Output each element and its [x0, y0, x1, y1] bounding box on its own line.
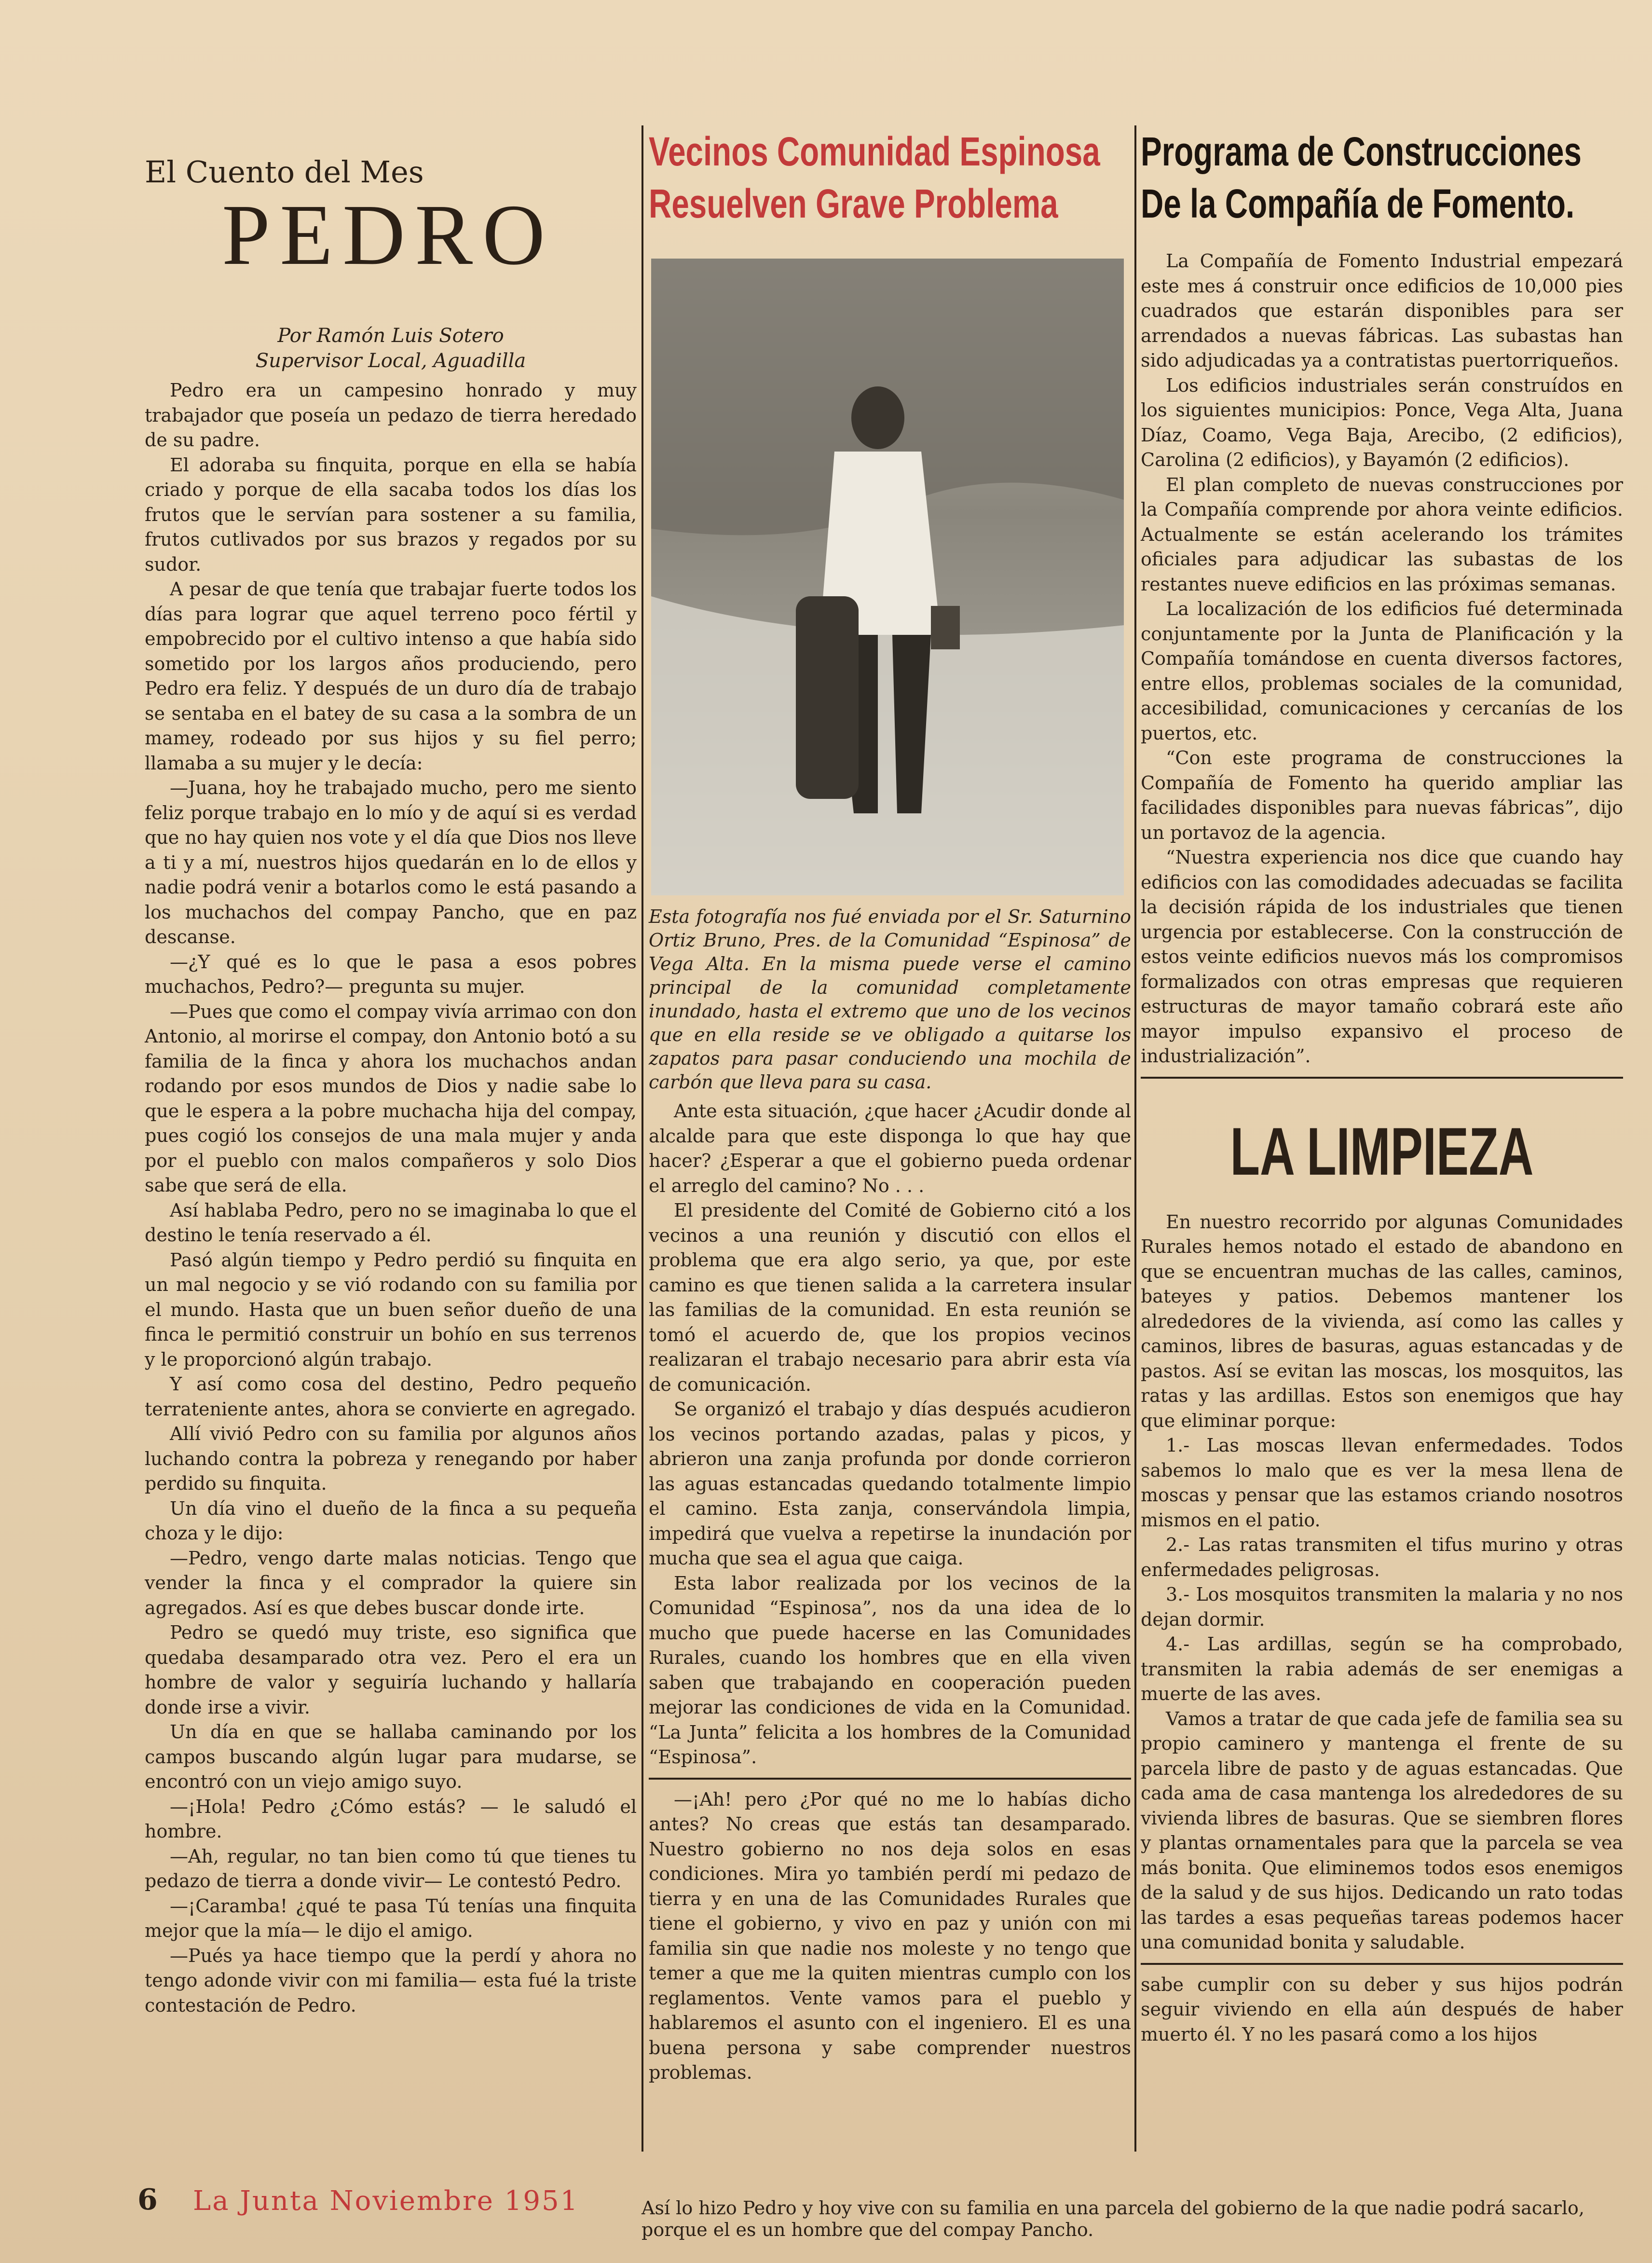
story-paragraph: —Pués ya hace tiempo que la perdí y ahora no tengo adonde vivir con mi familia— esta fué la triste contestación de Pedro. [145, 1945, 637, 2016]
story-kicker: El Cuento del Mes [145, 154, 424, 190]
fomento-headline-2: De la Compañía de Fomento. [1141, 181, 1575, 226]
section-divider [1141, 1077, 1623, 1079]
limpieza-paragraph: 2.- Las ratas transmiten el tifus murino y otras enfermedades peligrosas. [1141, 1534, 1623, 1580]
column-divider [642, 125, 643, 2152]
bottom-line-2: del compay Pancho. [909, 2219, 1094, 2240]
story-continuation-right: sabe cumplir con su deber y sus hijos podrán seguir viviendo en ella aún después de haber muerto él. Y no les pasará como a los hijos [1141, 1974, 1623, 2045]
limpieza-title: LA LIMPIEZA [1230, 1113, 1534, 1189]
story-paragraph: —Juana, hoy he trabajado mucho, pero me siento feliz porque trabajo en lo mío y de aquí si es verdad que no hay quien nos vote y el día que Dios nos lleve a ti y a mí, nuestros hijos quedarán en lo de ellos y nadie podrá venir a botarlos como le está pasando a los muchachos del compay Pancho, que en paz descanse. [145, 777, 637, 947]
story-paragraph: Pedro se quedó muy triste, eso significa que quedaba desamparado otra vez. Pero el era un hombre de valor y seguiría luchando y hallaría donde irse a vivir. [145, 1622, 637, 1718]
story-continuation: —¡Ah! pero ¿Por qué no me lo habías dicho antes? No creas que estás tan desamparado. Nuestro gobierno no nos deja solos en esas condiciones. Mira yo también perdí mi pedazo de tierra y en una de las Comunidades Rurales que tiene el gobierno, y vivo en paz y unión con mi familia sin que nadie nos moleste y no tengo que temer a que me la quiten mientras cumplo con los reglamentos. Vente vamos para el pueblo y hablaremos el asunto con el ingeniero. El es una buena persona y sabe comprender nuestros problemas. [649, 1788, 1131, 2083]
photo-illustration [651, 259, 1124, 895]
story-paragraph: Pedro era un campesino honrado y muy trabajador que poseía un pedazo de tierra heredado de su padre. [145, 380, 637, 451]
community-paragraph: Se organizó el trabajo y días después acudieron los vecinos portando azadas, palas y picos, y abrieron una zanja profunda por donde corrieron las aguas estancadas quedando totalmente limpio el camino. Esta zanja, conservándola limpia, impedirá que vuelva a repetirse la inundación por mucha que sea el agua que caiga. [649, 1399, 1131, 1569]
story-paragraph: —Pues que como el compay vivía arrimao con don Antonio, al morirse el compay, don Antonio botó a su familia de la finca y ahora los muchachos andan rodando por esos mundos de Dios y nadie sabe lo que le espera a la pobre muchacha hija del compay, pues cogió los consejos de una mala mujer y anda por el pueblo con malos compañeros y solo Dios sabe que será de ella. [145, 1001, 637, 1196]
limpieza-paragraph: Vamos a tratar de que cada jefe de familia sea su propio caminero y mantenga el frente de su parcela libre de pasto y de aguas estancadas. Que cada ama de casa mantenga los alrededores de su vivienda libres de basuras. Que se siembren flores y plantas ornamentales para que la parcela se vea más bonita. Que eliminemos todos esos enemigos de la salud y de sus hijos. Dedicando un rato todas las tardes a esas pequeñas tareas podemos hacer una comunidad bonita y saludable. [1141, 1708, 1623, 1953]
story-paragraph: Un día en que se hallaba caminando por los campos buscando algún lugar para mudarse, se encontró con un viejo amigo suyo. [145, 1721, 637, 1792]
bottom-continuation [642, 2197, 1630, 2241]
fomento-paragraph: La Compañía de Fomento Industrial empezará este mes á construir once edificios de 10,000 pies cuadrados que estarán disponibles para ser arrendados a nuevas fábricas. Las subastas han sido adjudicadas ya a contratistas puertorriqueños. [1141, 250, 1623, 371]
fomento-column [1141, 125, 1623, 2047]
story-paragraph: Allí vivió Pedro con su familia por algunos años luchando contra la pobreza y renegando por haber perdido su finquita. [145, 1423, 637, 1494]
story-title: PEDRO [222, 187, 555, 283]
community-paragraph: Ante esta situación, ¿que hacer ¿Acudir donde al alcalde para que este disponga lo que hay que hacer? ¿Esperar a que el gobierno pueda ordenar el arreglo del camino? No . . . [649, 1100, 1131, 1196]
story-paragraph: Y así como cosa del destino, Pedro pequeño terrateniente antes, ahora se convierte en agregado. [145, 1373, 637, 1420]
fomento-paragraph: Los edificios industriales serán construídos en los siguientes municipios: Ponce, Vega Alta, Juana Díaz, Coamo, Vega Baja, Arecibo, (2 edificios), Carolina (2 edificios), y Bayamón (2 edificios). [1141, 374, 1623, 470]
story-paragraph: A pesar de que tenía que trabajar fuerte todos los días para lograr que aquel terreno poco fértil y empobrecido por el cultivo intenso a que había sido sometido por los largos años produciendo, pero Pedro era feliz. Y después de un duro día de trabajo se sentaba en el batey de su casa a la sombra de un mamey, rodeado por sus hijos y su fiel perro; llamaba a su mujer y le decía: [145, 578, 637, 774]
story-paragraph: Un día vino el dueño de la finca a su pequeña choza y le dijo: [145, 1497, 637, 1544]
community-headline-1: Vecinos Comunidad Espinosa [649, 129, 1100, 174]
story-column [145, 125, 637, 2018]
byline-author: Por Ramón Luis Sotero [277, 325, 504, 347]
story-paragraph: —Pedro, vengo darte malas noticias. Tengo que vender la finca y el comprador la quiere sin agregados. Así es que debes buscar donde irte. [145, 1547, 637, 1618]
fomento-paragraph: El plan completo de nuevas construcciones por la Compañía comprende por ahora veinte edificios. Actualmente se están acelerando los trámites oficiales para adjudicar las subastas de los restantes nueve edificios en las próximas semanas. [1141, 474, 1623, 595]
footer-masthead: La Junta Noviembre 1951 [193, 2185, 579, 2217]
section-divider [1141, 1963, 1623, 1965]
story-paragraph: —Ah, regular, no tan bien como tú que tienes tu pedazo de tierra a donde vivir— Le contestó Pedro. [145, 1845, 637, 1892]
fomento-headline-1: Programa de Construcciones [1141, 129, 1582, 174]
column-divider [1134, 125, 1136, 2152]
limpieza-paragraph: 1.- Las moscas llevan enfermedades. Todos sabemos lo malo que es ver la mesa llena de moscas y pensar que las estamos criando nosotros mismos en el patio. [1141, 1435, 1623, 1531]
fomento-paragraph: La localización de los edificios fué determinada conjuntamente por la Junta de Planificación y la Compañía tomándose en cuenta diversos factores, entre ellos, problemas sociales de la comunidad, accesibilidad, comunicaciones y cercanías de los puertos, etc. [1141, 598, 1623, 744]
story-paragraph: —¿Y qué es lo que le pasa a esos pobres muchachos, Pedro?— pregunta su mujer. [145, 951, 637, 997]
story-paragraph: —¡Caramba! ¿qué te pasa Tú tenías una finquita mejor que la mía— le dijo el amigo. [145, 1895, 637, 1941]
story-paragraph: Pasó algún tiempo y Pedro perdió su finquita en un mal negocio y se vió rodando con su familia por el mundo. Hasta que un buen señor dueño de una finca le permitió construir un bohío en sus terrenos y le proporcionó algún trabajo. [145, 1249, 637, 1370]
community-paragraph: Esta labor realizada por los vecinos de la Comunidad “Espinosa”, nos da una idea de lo mucho que puede hacerse en las Comunidades Rurales, cuando los hombres que en ella viven saben que trabajando en cooperación pueden mejorar las condiciones de vida en la Comunidad. “La Junta” felicita a los hombres de la Comunidad “Espinosa”. [649, 1572, 1131, 1768]
fomento-paragraph: “Con este programa de construcciones la Compañía de Fomento ha querido ampliar las facilidades disponibles para nuevas fábricas”, dijo un portavoz de la agencia. [1141, 747, 1623, 843]
limpieza-paragraph: 3.- Los mosquitos transmiten la malaria y no nos dejan dormir. [1141, 1584, 1623, 1630]
story-paragraph: —¡Hola! Pedro ¿Cómo estás? — le saludó el hombre. [145, 1796, 637, 1842]
section-divider [649, 1778, 1131, 1780]
byline-role: Supervisor Local, Aguadilla [255, 350, 526, 372]
limpieza-paragraph: En nuestro recorrido por algunas Comunidades Rurales hemos notado el estado de abandono en que se encuentran muchas de las calles, caminos, bateyes y patios. Debemos mantener los alrededores de la vivienda, así como las calles y caminos, libres de basuras, aguas estancadas y de pastos. Así se evitan las moscas, los mosquitos, las ratas y las ardillas. Estos son enemigos que hay que eliminar porque: [1141, 1211, 1623, 1431]
story-paragraph: El adoraba su finquita, porque en ella se había criado y porque de ella sacaba todos los días los frutos que le servían para sostener a su familia, frutos cutlivados por sus brazos y regados por su sudor. [145, 454, 637, 575]
story-paragraph: Así hablaba Pedro, pero no se imaginaba lo que el destino le tenía reservado a él. [145, 1199, 637, 1246]
bottom-line-1: Así lo hizo Pedro y hoy vive con su familia en una parcela del gobierno de la que nadie podrá sacarlo, porque el es un hombre que [642, 2197, 1584, 2240]
community-headline-2: Resuelven Grave Problema [649, 181, 1058, 226]
community-paragraph: El presidente del Comité de Gobierno citó a los vecinos a una reunión y discutió con ellos el problema que era algo serio, ya que, por este camino es que tienen salida a la carretera insular las familias de la comunidad. En esta reunión se tomó el acuerdo de, que los propios vecinos realizaran el trabajo necesario para abrir esta vía de comunicación. [649, 1200, 1131, 1395]
photo-caption: Esta fotografía nos fué enviada por el Sr. Saturnino Ortiz Bruno, Pres. de la Comunidad “Espinosa” de Vega Alta. En la misma puede verse el camino principal de la comunidad completamente inundado, hasta el extremo que uno de los vecinos que en ella reside se ve obligado a quitarse los zapatos para pasar conduciendo una mochila de carbón que lleva para su casa. [649, 906, 1131, 1093]
community-column [649, 125, 1131, 2085]
page-number: 6 [137, 2183, 158, 2217]
limpieza-paragraph: 4.- Las ardillas, según se ha comprobado, transmiten la rabia además de ser enemigas a muerte de las aves. [1141, 1633, 1623, 1704]
flooded-road-photo [651, 259, 1124, 895]
fomento-paragraph: “Nuestra experiencia nos dice que cuando hay edificios con las comodidades adecuadas se facilita la decisión rápida de los industriales que tienen urgencia por establecerse. Con la construcción de estos veinte edificios nuevos más los compromisos formalizados con otras empresas que requieren estructuras de mayor tamaño cobrará este año mayor impulso expansivo el proceso de industrialización”. [1141, 847, 1623, 1067]
story-byline [145, 323, 637, 373]
